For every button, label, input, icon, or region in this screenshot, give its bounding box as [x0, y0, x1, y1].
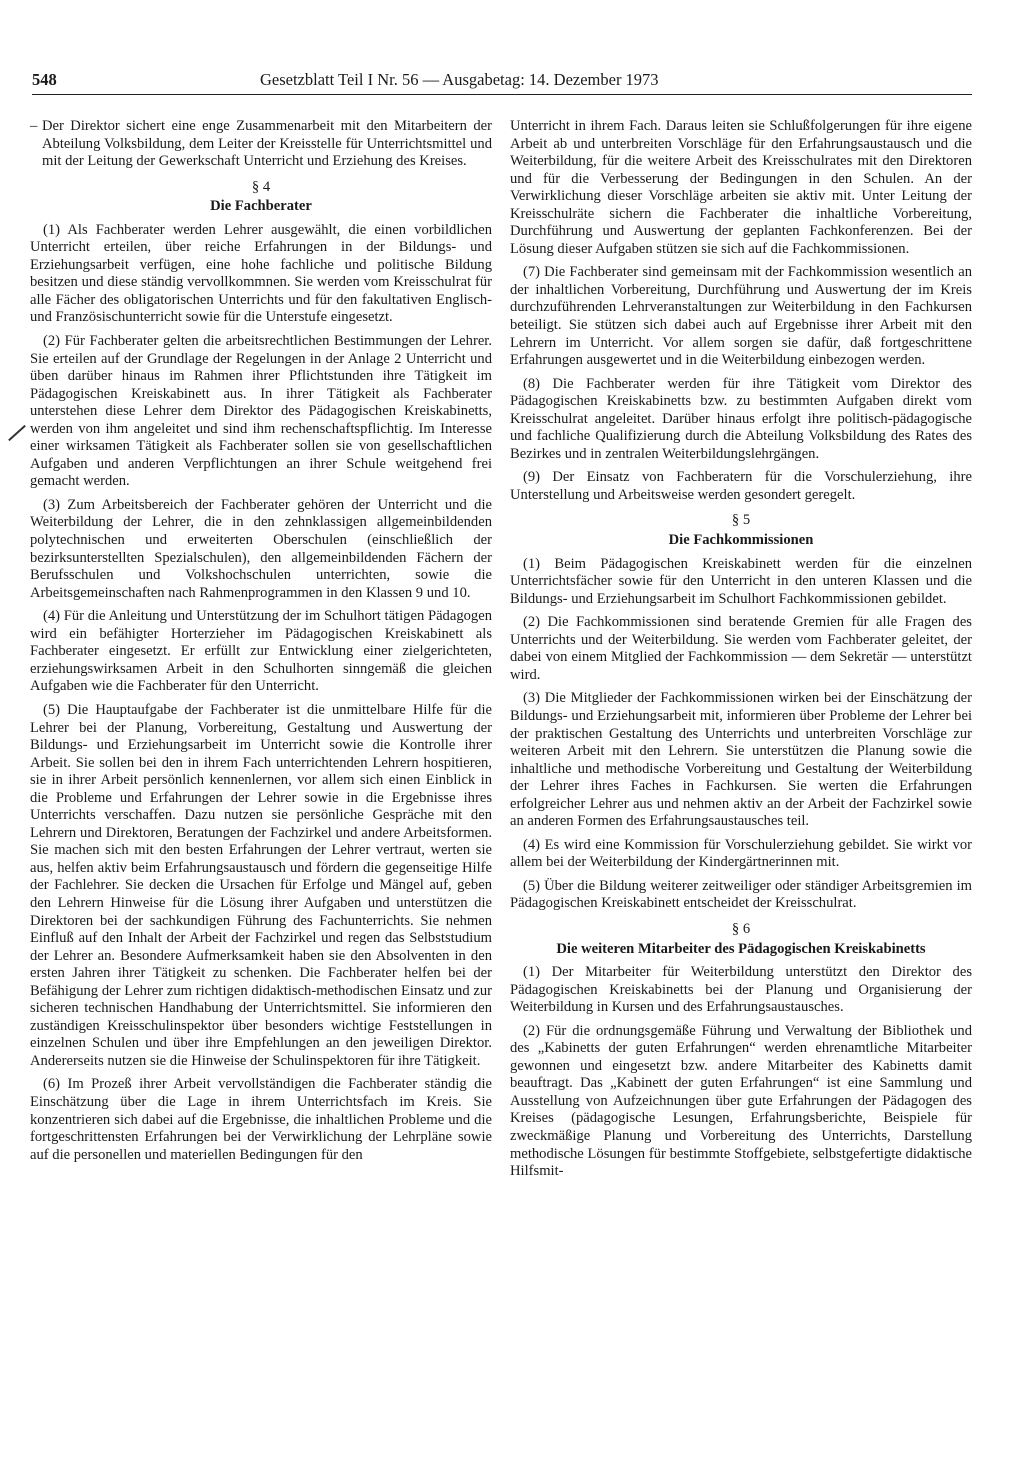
- section-4-paragraph-2: (2) Für Fachberater gelten die arbeitsrechtlichen Bestimmungen der Lehrer. Sie erteilen auf der Grundlage der Regelungen in der Anlage 2 Unterricht und üben darüber hinaus im Rahmen ihrer Pflichtstunden ihre Tätigkeit im Pädagogischen Kreiskabinett aus. In ihrer Tätigkeit als Fachberater unterstehen diese Lehrer dem Direktor des Pädagogischen Kreiskabinetts, werden von ihm angeleitet und sind ihm rechenschaftspflichtig. Im Interesse einer wirksamen Tätigkeit als Fachberater sollen sie von gesellschaftlichen Aufgaben und anderen Verpflichtungen an ihrer Schule weitgehend frei gemacht werden.: [30, 333, 492, 490]
- section-5-number: § 5: [731, 512, 751, 529]
- right-column: [510, 118, 972, 1181]
- section-5-paragraph-2: (2) Die Fachkommissionen sind beratende Gremien für alle Fragen des Unterrichts und der Weiterbildung. Sie werden vom Fachberater geleitet, der dabei von einem Mitglied der Fachkommission — dem Sekretär — unterstützt wird.: [510, 614, 972, 683]
- section-5-paragraph-5: (5) Über die Bildung weiterer zeitweiliger oder ständiger Arbeitsgremien im Pädagogischen Kreiskabinett entscheidet der Kreisschulrat.: [510, 877, 972, 912]
- section-4-paragraph-7: (7) Die Fachberater sind gemeinsam mit der Fachkommission wesentlich an der inhaltlichen Vorbereitung, Durchführung und Auswertung der im Kreis durchzuführenden Lehrveranstaltungen zur Weiterbildung in den Fachkursen beteiligt. Sie stützen sich dabei auch auf Ergebnisse ihrer Arbeit mit den Lehrern im Unterricht. Vor allem sorgen sie dafür, daß fortgeschrittene Erfahrungen ausgewertet und in die Weiterbildung einbezogen werden.: [510, 264, 972, 369]
- section-6-paragraph-1: (1) Der Mitarbeiter für Weiterbildung unterstützt den Direktor des Pädagogischen Kreiskabinetts bei der Planung und Organisierung der Weiterbildung in Kursen und des Erfahrungsaustausches.: [510, 964, 972, 1016]
- section-4-paragraph-1: (1) Als Fachberater werden Lehrer ausgewählt, die einen vorbildlichen Unterricht erteilen, über reiche Erfahrungen in der Bildungs- und Erziehungsarbeit verfügen, eine hohe fachliche und politische Bildung besitzen und diese ständig vervollkommnen. Sie werden vom Kreisschulrat für alle Fächer des obligatorischen Unterrichts und für den fakultativen Englisch- und Französischunterricht sowie für die Unterstufe eingesetzt.: [30, 221, 492, 326]
- section-5-paragraph-4: (4) Es wird eine Kommission für Vorschulerziehung gebildet. Sie wirkt vor allem bei der Weiterbildung der Kindergärtnerinnen mit.: [510, 836, 972, 871]
- section-4-paragraph-6-continued: Unterricht in ihrem Fach. Daraus leiten sie Schlußfolgerungen für ihre eigene Arbeit ab und unterbreiten Vorschläge für den Erfahrungsaustausch und die Weiterbildung, für die weitere Arbeit des Kreisschulrates mit den Direktoren und für die Verbesserung der Bedingungen in den Schulen. An der Verwirklichung dieser Vorschläge arbeiten sie aktiv mit. Unter Leitung der Kreisschulräte sichern die Fachberater die inhaltliche Vorbereitung, Durchführung und Auswertung der geplanten Fachkonferenzen. Bei der Lösung dieser Aufgaben stützen sie sich auf die Fachkommissionen.: [510, 118, 972, 257]
- page-header: [32, 68, 972, 95]
- section-6-title: Die weiteren Mitarbeiter des Pädagogischen Kreiskabinetts: [556, 940, 926, 957]
- page-number: 548: [32, 70, 57, 89]
- section-4-title: Die Fachberater: [210, 198, 312, 215]
- section-4-paragraph-3: (3) Zum Arbeitsbereich der Fachberater gehören der Unterricht und die Weiterbildung der Lehrer, die in den zehnklassigen allgemeinbildenden polytechnischen und erweiterten Oberschulen (einschließlich der bezirksunterstellten Spezialschulen), den allgemeinbildenden Fächern der Berufsschulen und Volkshochschulen unterrichten, sowie die Arbeitsgemeinschaften nach Rahmenprogrammen in den Klassen 9 und 10.: [30, 496, 492, 601]
- section-5-paragraph-3: (3) Die Mitglieder der Fachkommissionen wirken bei der Einschätzung der Bildungs- und Erziehungsarbeit mit, informieren über Probleme der Lehrer bei der praktischen Gestaltung des Unterrichts und unterbreiten Vorschläge zur weiteren Arbeit mit den Lehrern. Sie unterstützen die Planung sowie die inhaltliche und methodische Vorbereitung und Gestaltung der Weiterbildung der Lehrer ihres Faches in Fachkursen. Sie werten die Erfahrungen erfolgreicher Lehrer aus und nehmen aktiv an der Arbeit der Fachzirkel sowie an anderen Formen des Erfahrungsaustausches teil.: [510, 690, 972, 830]
- section-4-paragraph-4: (4) Für die Anleitung und Unterstützung der im Schulhort tätigen Pädagogen wird ein befähigter Horterzieher im Pädagogischen Kreiskabinett als Fachberater eingesetzt. Er erfüllt zur Entwicklung einer zielgerichteten, erziehungswirksamen Arbeit in den Schulhorten sinngemäß die gleichen Aufgaben wie die Fachberater für den Unterricht.: [30, 608, 492, 695]
- section-4-number: § 4: [251, 178, 271, 195]
- section-6-number: § 6: [731, 920, 751, 937]
- section-5-title: Die Fachkommissionen: [668, 532, 814, 549]
- section-4-paragraph-8: (8) Die Fachberater werden für ihre Tätigkeit vom Direktor des Pädagogischen Kreiskabinetts bzw. zu bestimmten Aufgaben direkt vom Kreisschulrat angeleitet. Darüber hinaus erfolgt ihre politisch-pädagogische und fachliche Qualifizierung durch die Abteilung Volksbildung des Rates des Bezirkes und in zentralen Weiterbildungslehrgängen.: [510, 375, 972, 462]
- section-4-paragraph-6: (6) Im Prozeß ihrer Arbeit vervollständigen die Fachberater ständig die Einschätzung über die Lage in ihrem Unterrichtsfach im Kreis. Sie konzentrieren sich dabei auf die Ergebnisse, die inhaltlichen Probleme und die fortgeschrittensten Erfahrungen bei der Verwirklichung der Lehrpläne sowie auf die personellen und materiellen Bedingungen für den: [30, 1076, 492, 1163]
- paragraph-director-cooperation: – Der Direktor sichert eine enge Zusammenarbeit mit den Mitarbeitern der Abteilung Volksbildung, dem Leiter der Kreisstelle für Unterrichtsmittel und mit der Leitung der Gewerkschaft Unterricht und Erziehung des Kreises.: [30, 118, 492, 170]
- header-title: Gesetzblatt Teil I Nr. 56 — Ausgabetag: 14. Dezember 1973: [260, 70, 659, 89]
- section-4-paragraph-5: (5) Die Hauptaufgabe der Fachberater ist die unmittelbare Hilfe für die Lehrer bei der Planung, Vorbereitung, Gestaltung und Auswertung der Bildungs- und Erziehungsarbeit im Unterricht sowie die Kontrolle ihrer Arbeit. Sie sollen bei den in ihrem Fach unterrichtenden Lehrern hospitieren, sie in ihrer Arbeit persönlich kennenlernen, vor allem sich einen Einblick in die Probleme und Erfahrungen der Lehrer sowie in die Ergebnisse ihres Unterrichts verschaffen. Dazu nutzen sie persönliche Gespräche mit den Lehrern und Direktoren, Beratungen der Fachzirkel und andere Arbeitsformen. Sie machen sich mit den besten Erfahrungen der Lehrer vertraut, werten sie aus, helfen aktiv beim Erfahrungsaustausch und fördern die gegenseitige Hilfe der Fachlehrer. Sie decken die Ursachen für Erfolge und Mängel auf, geben den Lehrern Hinweise für die Lösung ihrer Aufgaben und unterstützen die Direktoren bei der sachkundigen Führung des Fachunterrichts. Sie nehmen Einfluß auf den Inhalt der Arbeit der Fachzirkel und regen das Selbststudium der Lehrer an. Besondere Aufmerksamkeit haben sie den Absolventen in den ersten Jahren ihrer Tätigkeit zu schenken. Die Fachberater helfen bei der Befähigung der Lehrer zum richtigen didaktisch-methodischen Einsatz und zur sicheren technischen Handhabung der Unterrichtsmittel. Sie informieren den zuständigen Kreisschulinspektor über besonders wichtige Feststellungen in einzelnen Schulen und über ihre Empfehlungen an den jeweiligen Direktor. Andererseits nutzen sie die Hinweise der Schulinspektoren für ihre Tätigkeit.: [30, 701, 492, 1069]
- margin-pen-mark: [8, 425, 26, 441]
- section-5-paragraph-1: (1) Beim Pädagogischen Kreiskabinett werden für die einzelnen Unterrichtsfächer sowie für den Unterricht in den unteren Klassen und die Bildungs- und Erziehungsarbeit im Schulhort Fachkommissionen gebildet.: [510, 555, 972, 607]
- left-column: [30, 118, 492, 1164]
- section-6-paragraph-2: (2) Für die ordnungsgemäße Führung und Verwaltung der Bibliothek und des „Kabinetts der guten Erfahrungen“ werden ehrenamtliche Mitarbeiter gewonnen und eingesetzt bzw. andere Mitarbeiter des Kabinetts damit beauftragt. Das „Kabinett der guten Erfahrungen“ ist eine Sammlung und Ausstellung von Aufzeichnungen über gute Erfahrungen der Pädagogen des Kreises (pädagogische Lesungen, Erfahrungsberichte, Beispiele für zweckmäßige Planung und Vorbereitung des Unterrichts, Darstellung methodische Lösungen für bestimmte Stoffgebiete, selbstgefertigte didaktische Hilfsmit-: [510, 1022, 972, 1180]
- section-4-paragraph-9: (9) Der Einsatz von Fachberatern für die Vorschulerziehung, ihre Unterstellung und Arbeitsweise werden gesondert geregelt.: [510, 469, 972, 503]
